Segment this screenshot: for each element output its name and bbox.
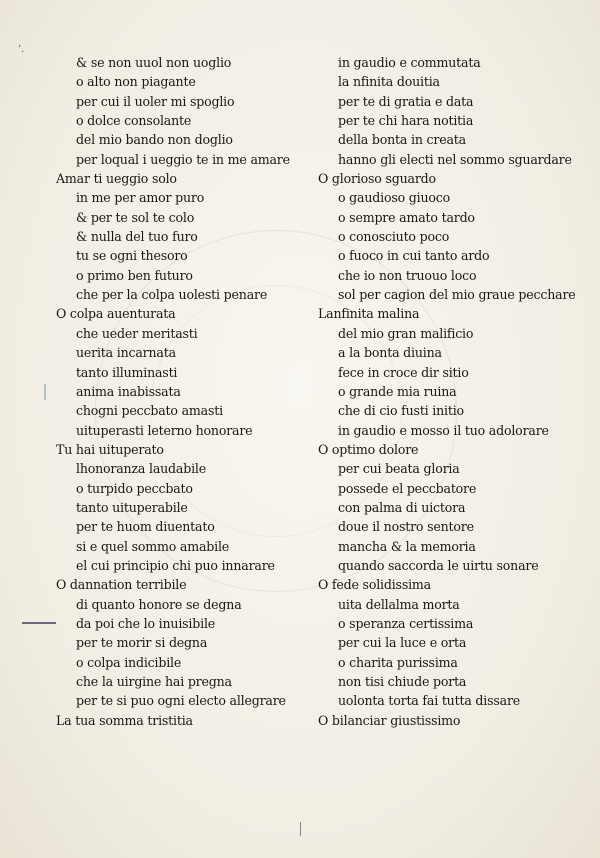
verse-line: possede el peccbatore xyxy=(338,480,477,496)
verse-line: o dolce consolante xyxy=(76,113,192,129)
verse-line: della bonta in creata xyxy=(338,132,466,148)
stanza-first-line: O optimo dolore xyxy=(318,441,419,457)
stanza-first-line: O colpa auenturata xyxy=(56,306,176,322)
verse-line: fece in croce dir sitio xyxy=(338,364,469,380)
verse-line: del mio bando non doglio xyxy=(76,132,233,148)
stanza-first-line: La tua somma tristitia xyxy=(56,712,193,728)
verse-line: & per te sol te colo xyxy=(76,209,195,225)
verse-line: o primo ben futuro xyxy=(76,267,193,283)
stanza-first-line: O bilanciar giustissimo xyxy=(318,712,461,728)
verse-line: per te chi hara notitia xyxy=(338,113,474,129)
verse-line: per cui beata gloria xyxy=(338,461,460,477)
verse-line: per cui la luce e orta xyxy=(338,635,467,651)
verse-line: per te di gratia e data xyxy=(338,93,474,109)
verse-line: da poi che lo inuisibile xyxy=(76,615,216,631)
verse-line: o conosciuto poco xyxy=(338,229,450,245)
stanza-first-line: O dannation terribile xyxy=(56,577,187,593)
ink-speck: ‘. xyxy=(18,44,25,55)
verse-line: uita dellalma morta xyxy=(338,596,460,612)
verse-line: per loqual i ueggio te in me amare xyxy=(76,151,290,167)
verse-line: tu se ogni thesoro xyxy=(76,248,188,264)
verse-line: che ueder meritasti xyxy=(76,325,198,341)
verse-line: doue il nostro sentore xyxy=(338,519,474,535)
verse-line: in gaudio e mosso il tuo adolorare xyxy=(338,422,549,438)
margin-pointer xyxy=(22,622,56,624)
stanza-first-line: O glorioso sguardo xyxy=(318,171,436,187)
verse-line: si e quel sommo amabile xyxy=(76,538,230,554)
right-verse-column xyxy=(318,53,578,730)
verse-line: che di cio fusti initio xyxy=(338,403,464,419)
stanza-first-line: Amar ti ueggio solo xyxy=(56,171,177,187)
verse-line: non tisi chiude porta xyxy=(338,674,467,689)
verse-line: che per la colpa uolesti penare xyxy=(76,287,268,303)
stanza-first-line: O fede solidissima xyxy=(318,577,431,593)
verse-line: & nulla del tuo furo xyxy=(76,229,198,245)
verse-line: o turpido peccbato xyxy=(76,480,193,496)
verse-line: o grande mia ruina xyxy=(338,383,457,399)
verse-line: per cui il uoler mi spoglio xyxy=(76,93,235,109)
verse-line: che la uirgine hai pregna xyxy=(76,674,232,689)
verse-line: o colpa indicibile xyxy=(76,654,182,670)
verse-line: uituperasti leterno honorare xyxy=(76,422,253,438)
verse-line: hanno gli electi nel sommo sguardare xyxy=(338,151,572,167)
verse-line: tanto illuminasti xyxy=(76,364,178,380)
verse-line: lhonoranza laudabile xyxy=(76,461,206,477)
verse-line: o fuoco in cui tanto ardo xyxy=(338,248,490,264)
verse-line: anima inabissata xyxy=(76,383,181,399)
verse-line: per te huom diuentato xyxy=(76,519,215,535)
verse-line: del mio gran malificio xyxy=(338,325,474,341)
verse-line: chogni peccbato amasti xyxy=(76,403,223,419)
verse-line: a la bonta diuina xyxy=(338,345,442,361)
verse-line: el cui principio chi puo innarare xyxy=(76,557,275,573)
verse-line: o gaudioso giuoco xyxy=(338,190,451,206)
verse-line: o sempre amato tardo xyxy=(338,209,475,225)
verse-line: per te morir si degna xyxy=(76,635,208,651)
verse-line: uolonta torta fai tutta dissare xyxy=(338,693,521,709)
verse-line: tanto uituperabile xyxy=(76,499,188,515)
verse-line: in gaudio e commutata xyxy=(338,55,481,70)
left-verse-column xyxy=(56,53,290,730)
verse-line: o speranza certissima xyxy=(338,615,474,631)
verse-line: in me per amor puro xyxy=(76,190,205,206)
verse-line: di quanto honore se degna xyxy=(76,596,242,612)
verse-line: o alto non piagante xyxy=(76,74,196,90)
verse-line: la nfinita douitia xyxy=(338,74,440,90)
margin-mark-bottom xyxy=(300,822,301,836)
margin-mark xyxy=(44,384,46,400)
verse-line: uerita incarnata xyxy=(76,345,176,361)
stanza-first-line: Tu hai uituperato xyxy=(56,441,164,457)
verse-line: quando saccorda le uirtu sonare xyxy=(338,557,539,573)
verse-line: sol per cagion del mio graue pecchare xyxy=(338,287,576,303)
verse-line: & se non uuol non uoglio xyxy=(76,55,232,70)
verse-line: mancha & la memoria xyxy=(338,538,476,554)
verse-line: o charita purissima xyxy=(338,654,458,670)
verse-line: che io non truouo loco xyxy=(338,267,477,283)
stanza-first-line: Lanfinita malina xyxy=(318,306,420,322)
verse-line: per te si puo ogni electo allegrare xyxy=(76,693,286,709)
verse-line: con palma di uictora xyxy=(338,499,466,515)
